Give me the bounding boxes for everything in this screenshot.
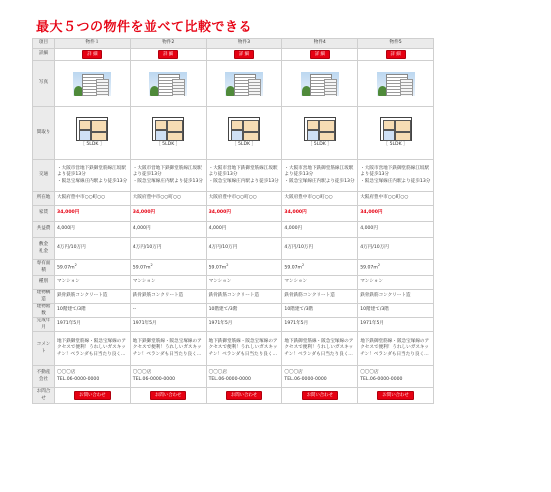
agent-tel: TEL.06-0000-0000 xyxy=(284,376,327,382)
agent-name: 〇〇〇店 xyxy=(284,370,303,375)
type-value: マンション xyxy=(55,276,131,290)
type-value: マンション xyxy=(358,276,434,290)
property-header-1: 物件１ xyxy=(55,39,131,49)
inquiry-button[interactable]: お問い合わせ xyxy=(74,391,110,400)
agent-value xyxy=(358,366,434,388)
layout-row xyxy=(33,107,434,160)
rent-value: 34,000円 xyxy=(358,206,434,222)
floor-plan-image xyxy=(152,117,184,141)
agent-tel: TEL.06-0000-0000 xyxy=(208,376,251,382)
photo-label: 写真 xyxy=(33,61,55,107)
floor-value: 10階建て/3階 xyxy=(358,304,434,318)
deposit-value: 4万円/10万円 xyxy=(130,238,206,260)
detail-button[interactable]: 詳 細 xyxy=(310,50,330,59)
transport-value: ・大阪市営地下鉄御堂筋線江坂駅より徒歩13分 ・阪急宝塚線庄内駅より徒歩13分 xyxy=(130,160,206,192)
rent-value: 34,000円 xyxy=(55,206,131,222)
built-value: 1971年5月 xyxy=(55,318,131,332)
rent-row xyxy=(33,206,434,222)
inquiry-button[interactable]: お問い合わせ xyxy=(302,391,338,400)
comment-row xyxy=(33,332,434,366)
area-value: $59.07m^2$ xyxy=(55,260,131,276)
deposit-value: 4万円/10万円 xyxy=(55,238,131,260)
agent-value xyxy=(55,366,131,388)
agent-tel: TEL.06-0000-0000 xyxy=(57,376,100,382)
building-photo xyxy=(149,72,187,96)
area-row xyxy=(33,260,434,276)
address-value: 大阪府豊中市○○町○○ xyxy=(130,192,206,206)
agent-value xyxy=(282,366,358,388)
inquiry-label: お問合せ xyxy=(33,388,55,404)
address-value: 大阪府豊中市○○町○○ xyxy=(358,192,434,206)
detail-button[interactable]: 詳 細 xyxy=(234,50,254,59)
comment-value: 地下鉄御堂筋線・阪急宝塚線のアクセスで便利！うれしいガスキッチン！ベランダも日当たり良く… xyxy=(55,332,131,366)
floor-row xyxy=(33,304,434,318)
detail-button[interactable]: 詳 細 xyxy=(386,50,406,59)
detail-button[interactable]: 詳 細 xyxy=(158,50,178,59)
comparison-table xyxy=(32,38,434,404)
common-fee-row xyxy=(33,222,434,238)
structure-value: 鉄骨鉄筋コンクリート造 xyxy=(130,290,206,304)
property-header-4: 物件4 xyxy=(282,39,358,49)
built-value: 1971年5月 xyxy=(130,318,206,332)
inquiry-button[interactable]: お問い合わせ xyxy=(377,391,413,400)
comment-label: コメント xyxy=(33,332,55,366)
structure-value: 鉄骨鉄筋コンクリート造 xyxy=(282,290,358,304)
floor-value: 10階建て/3階 xyxy=(55,304,131,318)
building-photo xyxy=(301,72,339,96)
agent-name: 〇〇〇店 xyxy=(57,370,76,375)
floor-plan-image xyxy=(304,117,336,141)
inquiry-button[interactable]: お問い合わせ xyxy=(226,391,262,400)
common-fee-value: 4,000円 xyxy=(206,222,282,238)
floor-label: 建物階数 xyxy=(33,304,55,318)
address-label: 所在地 xyxy=(33,192,55,206)
agent-value xyxy=(130,366,206,388)
layout-type: ［ 5LDK ］ xyxy=(383,142,408,148)
agent-name: 〇〇〇店 xyxy=(360,370,379,375)
common-fee-value: 4,000円 xyxy=(55,222,131,238)
layout-type: ［ 5LDK ］ xyxy=(80,142,105,148)
agent-tel: TEL.06-0000-0000 xyxy=(132,376,176,382)
agent-label: 不動産会社 xyxy=(33,366,55,388)
address-value: 大阪府豊中市○○町○○ xyxy=(55,192,131,206)
address-value: 大阪府豊中市○○町○○ xyxy=(282,192,358,206)
built-label: 完成年月 xyxy=(33,318,55,332)
rent-label: 家賃 xyxy=(33,206,55,222)
inquiry-row xyxy=(33,388,434,404)
structure-value: 鉄骨鉄筋コンクリート造 xyxy=(358,290,434,304)
area-value: $59.07m^2$ xyxy=(358,260,434,276)
floor-plan-image xyxy=(228,117,260,141)
header-row xyxy=(33,39,434,49)
layout-label: 間取り xyxy=(33,107,55,160)
transport-value: ・大阪市営地下鉄御堂筋線江坂駅より徒歩13分 ・阪急宝塚線庄内駅より徒歩13分 xyxy=(358,160,434,192)
building-photo xyxy=(377,72,415,96)
comment-value: 地下鉄御堂筋線・阪急宝塚線のアクセスで便利！うれしいガスキッチン！ベランダも日当たり良く… xyxy=(206,332,282,366)
built-value: 1971年5月 xyxy=(206,318,282,332)
property-header-3: 物件3 xyxy=(206,39,282,49)
structure-label: 建物構造 xyxy=(33,290,55,304)
detail-button[interactable]: 詳 細 xyxy=(82,50,102,59)
type-value: マンション xyxy=(206,276,282,290)
comment-value: 地下鉄御堂筋線・阪急宝塚線のアクセスで便利！うれしいガスキッチン！ベランダも日当たり良く… xyxy=(130,332,206,366)
rent-value: 34,000円 xyxy=(282,206,358,222)
transport-row xyxy=(33,160,434,192)
agent-name: 〇〇〇店 xyxy=(208,370,227,375)
area-value: $59.07m^2$ xyxy=(130,260,206,276)
agent-name: 〇〇〇店 xyxy=(132,370,152,375)
floor-value: 10階建て/3階 xyxy=(206,304,282,318)
comment-value: 地下鉄御堂筋線・阪急宝塚線のアクセスで便利！うれしいガスキッチン！ベランダも日当たり良く… xyxy=(358,332,434,366)
property-header-5: 物件5 xyxy=(358,39,434,49)
deposit-value: 4万円/10万円 xyxy=(282,238,358,260)
common-fee-value: 4,000円 xyxy=(130,222,206,238)
inquiry-button[interactable]: お問い合わせ xyxy=(150,391,186,400)
comment-value: 地下鉄御堂筋線・阪急宝塚線のアクセスで便利！うれしいガスキッチン！ベランダも日当たり良く… xyxy=(282,332,358,366)
address-row xyxy=(33,192,434,206)
type-value: マンション xyxy=(282,276,358,290)
common-fee-value: 4,000円 xyxy=(358,222,434,238)
deposit-row xyxy=(33,238,434,260)
detail-row xyxy=(33,49,434,61)
common-fee-value: 4,000円 xyxy=(282,222,358,238)
structure-value: 鉄骨鉄筋コンクリート造 xyxy=(55,290,131,304)
area-value: $59.07m^2$ xyxy=(282,260,358,276)
photo-row xyxy=(33,61,434,107)
floor-value: -- xyxy=(130,304,206,318)
detail-label: 詳細 xyxy=(33,49,55,61)
floor-plan-image xyxy=(380,117,412,141)
building-photo xyxy=(225,72,263,96)
type-value: マンション xyxy=(130,276,206,290)
floor-value: 10階建て/3階 xyxy=(282,304,358,318)
built-row xyxy=(33,318,434,332)
type-row xyxy=(33,276,434,290)
item-header: 項目 xyxy=(33,39,55,49)
deposit-value: 4万円/10万円 xyxy=(358,238,434,260)
page-title: 最大５つの物件を並べて比較できる xyxy=(36,20,253,35)
layout-type: ［ 5LDK ］ xyxy=(156,142,181,148)
deposit-label: 敷金 礼金 xyxy=(33,238,55,260)
transport-value: ・大阪市営地下鉄御堂筋線江坂駅より徒歩13分 ・阪急宝塚線庄内駅より徒歩13分 xyxy=(55,160,131,192)
common-fee-label: 共益費 xyxy=(33,222,55,238)
built-value: 1971年5月 xyxy=(358,318,434,332)
building-photo xyxy=(73,72,111,96)
deposit-value: 4万円/10万円 xyxy=(206,238,282,260)
transport-label: 交通 xyxy=(33,160,55,192)
layout-type: ［ 5LDK ］ xyxy=(231,142,257,148)
structure-row xyxy=(33,290,434,304)
transport-value: ・大阪市営地下鉄御堂筋線江坂駅より徒歩13分 ・阪急宝塚線庄内駅より徒歩13分 xyxy=(282,160,358,192)
rent-value: 34,000円 xyxy=(206,206,282,222)
type-label: 種別 xyxy=(33,276,55,290)
transport-value: ・大阪市営地下鉄御堂筋線江坂駅より徒歩13分 ・阪急宝塚線庄内駅より徒歩13分 xyxy=(206,160,282,192)
agent-row xyxy=(33,366,434,388)
built-value: 1971年5月 xyxy=(282,318,358,332)
agent-value xyxy=(206,366,282,388)
property-header-2: 物件2 xyxy=(130,39,206,49)
area-label: 専有面積 xyxy=(33,260,55,276)
address-value: 大阪府豊中市○○町○○ xyxy=(206,192,282,206)
agent-tel: TEL.06-0000-0000 xyxy=(360,376,403,382)
layout-type: ［ 5LDK ］ xyxy=(307,142,332,148)
area-value: $59.07m^2$ xyxy=(206,260,282,276)
structure-value: 鉄骨鉄筋コンクリート造 xyxy=(206,290,282,304)
rent-value: 34,000円 xyxy=(130,206,206,222)
floor-plan-image xyxy=(76,117,108,141)
